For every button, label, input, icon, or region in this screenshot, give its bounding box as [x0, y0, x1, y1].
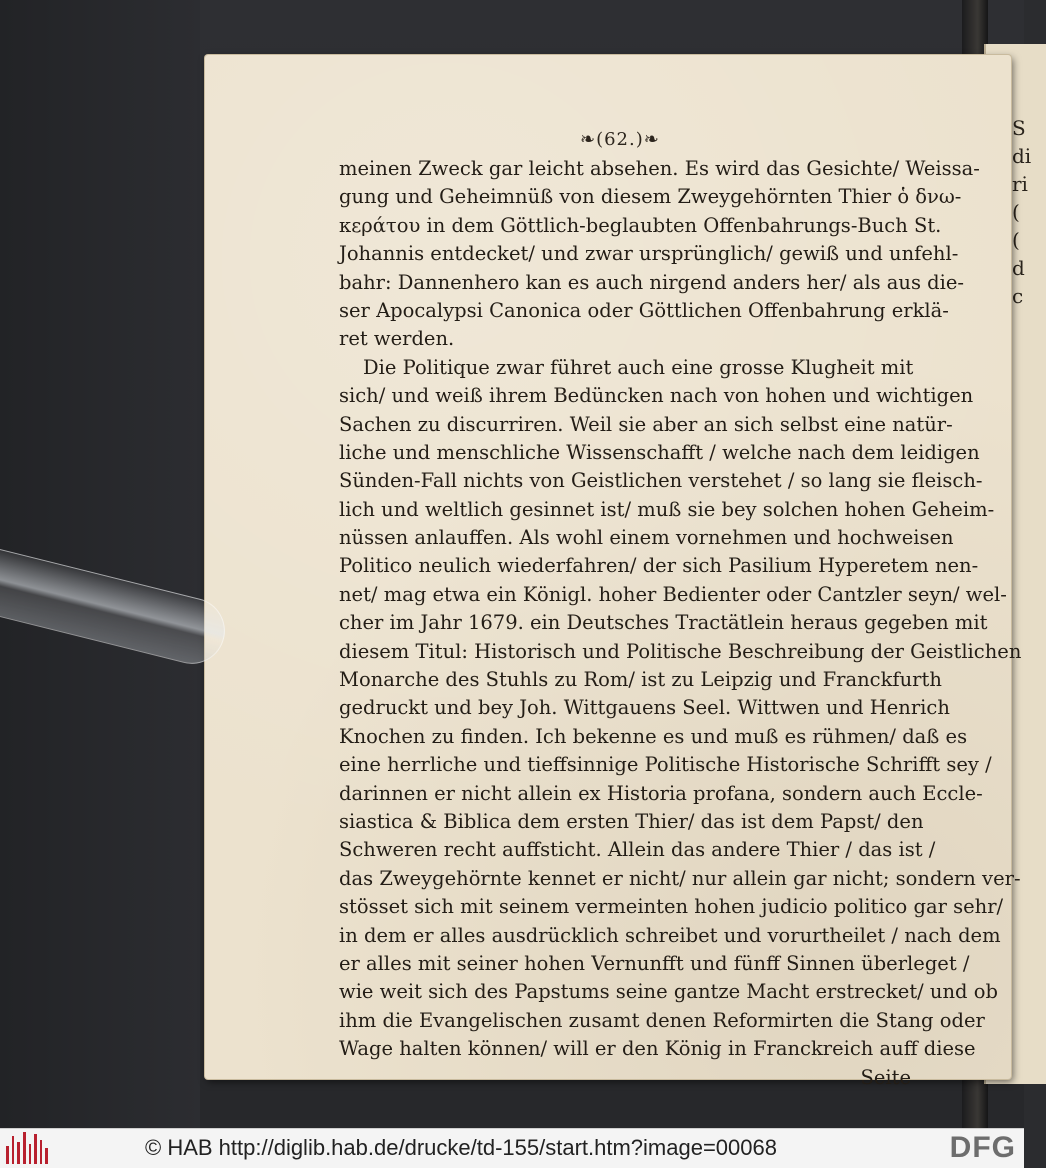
copyright-url[interactable]: © HAB http://diglib.hab.de/drucke/td-155/start.htm?image=00068: [145, 1135, 777, 1160]
text-line: gung und Geheimnüß von diesem Zweygehörnten Thier ὁ δνω-: [339, 185, 962, 209]
text-line: liche und menschliche Wissenschafft / welche nach dem leidigen: [339, 440, 980, 464]
text-line: Knochen zu finden. Ich bekenne es und muß es rühmen/ daß es: [339, 724, 968, 748]
text-line: lich und weltlich gesinnet ist/ muß sie bey solchen hohen Geheim-: [339, 497, 995, 521]
text-line: stösset sich mit seinem vermeinten hohen judicio politico gar sehr/: [339, 895, 1004, 919]
next-page-fragment: (: [1012, 200, 1020, 224]
text-line: Politico neulich wiederfahren/ der sich Pasilium Hyperetem nen-: [339, 554, 979, 578]
text-line: Schweren recht auffsticht. Allein das andere Thier / das ist /: [339, 838, 936, 862]
text-line: ihm die Evangelischen zusamt denen Reformirten die Stang oder: [339, 1008, 985, 1032]
text-line: das Zweygehörnte kennet er nicht/ nur allein gar nicht; sondern ver-: [339, 866, 1021, 890]
text-line: ret werden.: [339, 327, 455, 351]
next-page-fragment: S: [1012, 116, 1026, 140]
text-line: κεράτου in dem Göttlich-beglaubten Offenbahrungs-Buch St.: [339, 213, 942, 237]
text-line: ser Apocalypsi Canonica oder Göttlichen Offenbahrung erklä-: [339, 298, 949, 322]
page-number-header: ❧(62.)❧: [580, 129, 660, 150]
text-line: Sünden-Fall nichts von Geistlichen verstehet / so lang sie fleisch-: [339, 469, 983, 493]
text-line: gedruckt und bey Joh. Wittgauens Seel. Wittwen und Henrich: [339, 696, 950, 720]
next-page-fragment: d: [1012, 256, 1025, 280]
text-line: Monarche des Stuhls zu Rom/ ist zu Leipzig und Franckfurth: [339, 668, 942, 692]
text-line: Johannis entdecket/ und zwar ursprünglich/ gewiß und unfehl-: [339, 242, 959, 266]
catchword: Seite: [860, 1065, 911, 1089]
next-page-fragment: di: [1012, 144, 1032, 168]
text-line: siastica & Biblica dem ersten Thier/ das ist dem Papst/ den: [339, 809, 924, 833]
text-line: nüssen anlauffen. Als wohl einem vornehmen und hochweisen: [339, 526, 954, 550]
text-line: sich/ und weiß ihrem Bedüncken nach von hohen und wichtigen: [339, 384, 974, 408]
footer-bar: [0, 1128, 1024, 1168]
text-line: cher im Jahr 1679. ein Deutsches Tractätlein heraus gegeben mit: [339, 611, 988, 635]
next-page-fragment: ri: [1012, 172, 1028, 196]
next-page-fragment: (: [1012, 228, 1020, 252]
text-line: net/ mag etwa ein Königl. hoher Bedienter oder Cantzler seyn/ wel-: [339, 582, 1007, 606]
text-line: Wage halten können/ will er den König in Franckreich auff diese: [339, 1037, 976, 1061]
page-text: [339, 155, 1022, 1092]
text-line: darinnen er nicht allein ex Historia profana, sondern auch Eccle-: [339, 781, 983, 805]
text-line: eine herrliche und tieffsinnige Politische Historische Schrifft sey /: [339, 753, 992, 777]
text-line: in dem er alles ausdrücklich schreibet und vorurtheilet / nach dem: [339, 923, 1001, 947]
text-line: meinen Zweck gar leicht absehen. Es wird das Gesichte/ Weissa-: [339, 157, 980, 180]
text-line: wie weit sich des Papstums seine gantze Macht erstrecket/ und ob: [339, 980, 998, 1004]
text-line: diesem Titul: Historisch und Politische Beschreibung der Geistlichen: [339, 639, 1022, 663]
next-page-fragment: c: [1012, 284, 1024, 308]
text-line: er alles mit seiner hohen Vernunfft und fünff Sinnen überleget /: [339, 951, 970, 975]
document-page: [205, 55, 1022, 1089]
text-line: Sachen zu discurriren. Weil sie aber an sich selbst eine natür-: [339, 412, 953, 436]
text-line: bahr: Dannenhero kan es auch nirgend anders her/ als aus die-: [339, 270, 965, 294]
text-line: Die Politique zwar führet auch eine grosse Klugheit mit: [363, 355, 914, 379]
dfg-logo[interactable]: DFG: [949, 1131, 1016, 1164]
hab-barcode-logo-icon[interactable]: [6, 1132, 48, 1164]
